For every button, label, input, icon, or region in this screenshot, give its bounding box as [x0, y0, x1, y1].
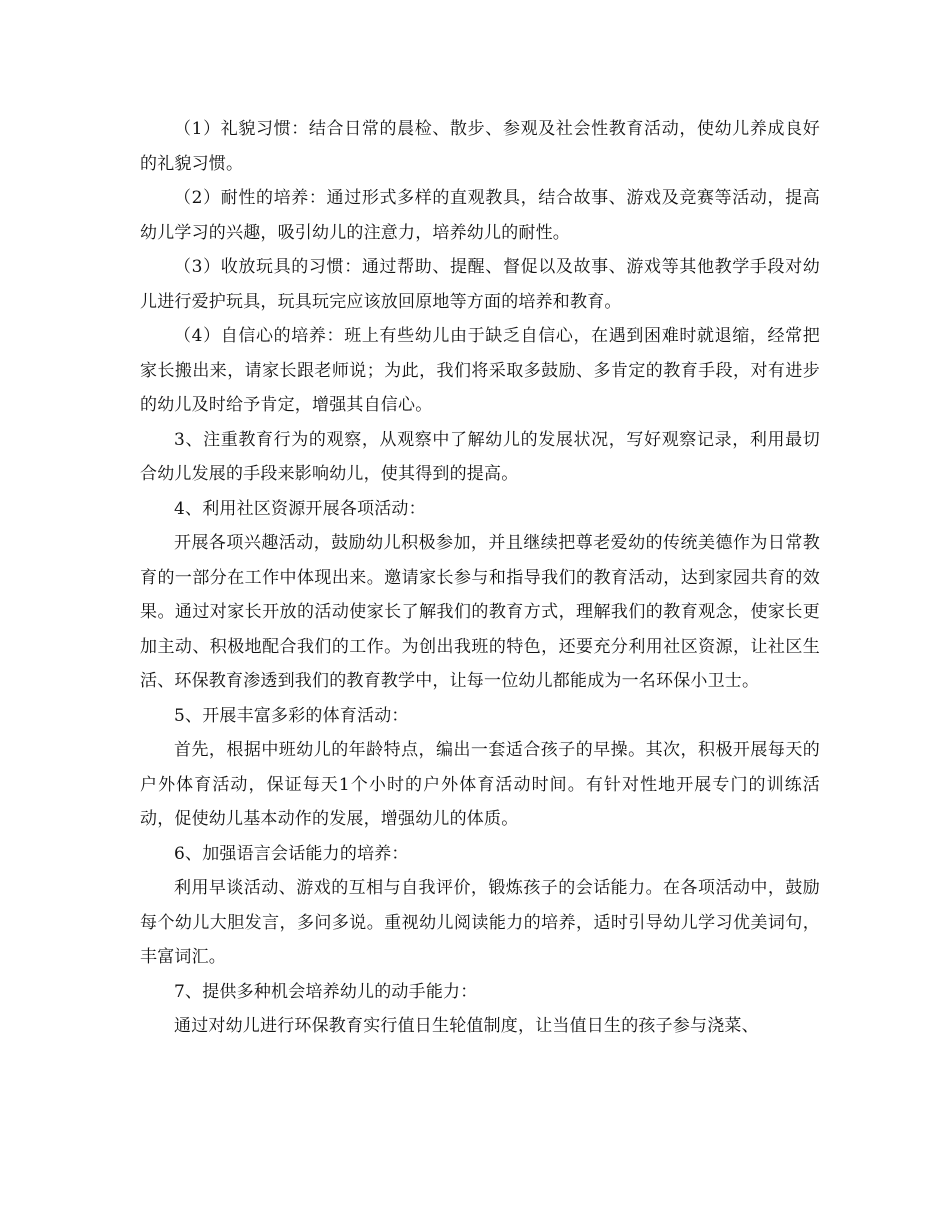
- paragraph-duty-rotation: 通过对幼儿进行环保教育实行值日生轮值制度，让当值日生的孩子参与浇菜、: [174, 1016, 759, 1036]
- paragraph-self-confidence: （4）自信心的培养：班上有些幼儿由于缺乏自信心，在遇到困难时就退缩，经常把家长搬出来，请家长跟老师说；为此，我们将采取多鼓励、多肯定的教育手段，对有进步的幼儿及时给予肯定，增强其自信心。: [140, 326, 820, 415]
- paragraph-sports: 首先，根据中班幼儿的年龄特点，编出一套适合孩子的早操。其次，积极开展每天的户外体育活动，保证每天1个小时的户外体育活动时间。有针对性地开展专门的训练活动，促使幼儿基本动作的发展，增强幼儿的体质。: [140, 740, 820, 829]
- heading-hands-on-skills: 7、提供多种机会培养幼儿的动手能力：: [174, 981, 478, 1002]
- paragraph-language: 利用早谈活动、游戏的互相与自我评价，锻炼孩子的会话能力。在各项活动中，鼓励每个幼儿大胆发言，多问多说。重视幼儿阅读能力的培养，适时引导幼儿学习优美词句，丰富词汇。: [140, 878, 820, 967]
- paragraph-observation: 3、注重教育行为的观察，从观察中了解幼儿的发展状况，写好观察记录，利用最切合幼儿发展的手段来影响幼儿，使其得到的提高。: [140, 429, 820, 484]
- paragraph-toy-habits: （3）收放玩具的习惯：通过帮助、提醒、督促以及故事、游戏等其他教学手段对幼儿进行爱护玩具，玩具玩完应该放回原地等方面的培养和教育。: [140, 257, 820, 312]
- paragraph-patience: （2）耐性的培养：通过形式多样的直观教具，结合故事、游戏及竞赛等活动，提高幼儿学习的兴趣，吸引幼儿的注意力，培养幼儿的耐性。: [140, 188, 820, 243]
- paragraph-polite-habits: （1）礼貌习惯：结合日常的晨检、散步、参观及社会性教育活动，使幼儿养成良好的礼貌习惯。: [140, 119, 820, 174]
- heading-language-skills: 6、加强语言会话能力的培养：: [174, 843, 409, 864]
- document-page: [140, 112, 820, 1044]
- heading-community-resources: 4、利用社区资源开展各项活动：: [174, 498, 426, 519]
- paragraph-community-activities: 开展各项兴趣活动，鼓励幼儿积极参加，并且继续把尊老爱幼的传统美德作为日常教育的一部分在工作中体现出来。邀请家长参与和指导我们的教育活动，达到家园共育的效果。通过对家长开放的活动使家长了解我们的教育方式，理解我们的教育观念，使家长更加主动、积极地配合我们的工作。为创出我班的特色，还要充分利用社区资源，让社区生活、环保教育渗透到我们的教育教学中，让每一位幼儿都能成为一名环保小卫士。: [140, 533, 820, 691]
- heading-sports-activities: 5、开展丰富多彩的体育活动：: [174, 705, 409, 726]
